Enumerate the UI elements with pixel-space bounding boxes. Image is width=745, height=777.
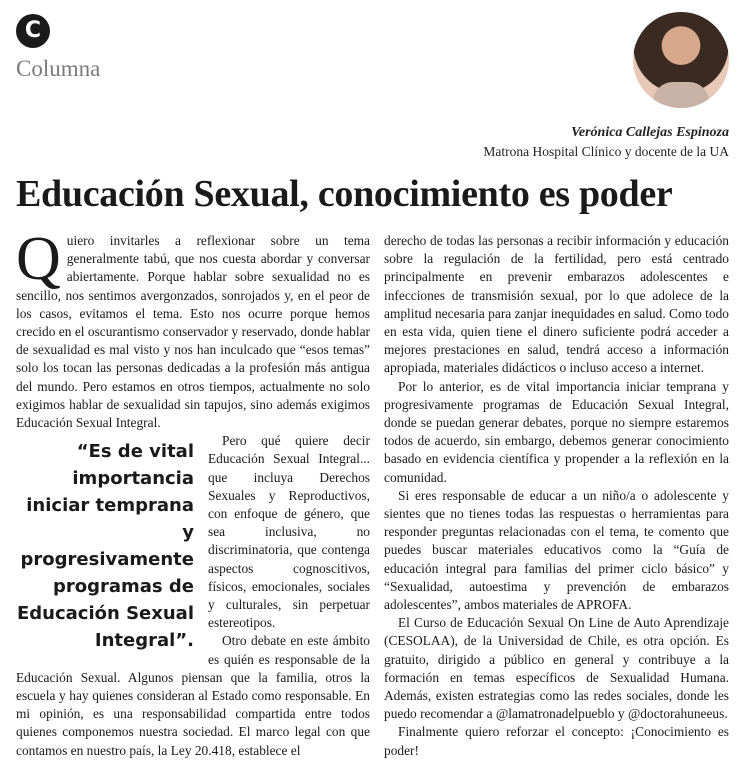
paragraph-3-continued: derecho de todas las personas a recibir información y educación sobre la regulación de la fertilidad, pero está centrado principalmente en prevenir embarazos adolescentes e infecciones de transmisión sexual, por lo que adolece de la amplitud necesaria para zanjar inequidades en salud. Como todo en esta vida, quien tiene el dinero suficiente podrá acceder a mejores prestaciones en salud, tendrá acceso a información apropiada, materiales didácticos o incluso acceso a internet. — [384, 233, 729, 376]
paragraph-5: Si eres responsable de educar a un niño/a o adolescente y sientes que no tienes todas las respuestas o herramientas para responder preguntas relacionadas con el tema, te comento que puedes buscar materiales educativos como la “Guía de educación integral para familias del primer ciclo básico” y “Sexualidad, autoestima y prevención de embarazos adolescentes”, ambos materiales de APROFA. — [384, 487, 729, 613]
paragraph-6: El Curso de Educación Sexual On Line de Auto Aprendizaje (CESOLAA), de la Universidad de Chile, es otra opción. Es gratuito, dirigido a público en general y contribuye a la formación en temas específicos de Sexualidad Humana. Además, existen estrategias como las redes sociales, donde les puedo recomendar a @lamatronadelpueblo y @doctorahuneeus. — [384, 615, 729, 722]
paragraph-1-text: uiero invitarles a reflexionar sobre un tema generalmente tabú, que nos cuesta abordar y conversar abiertamente. Porque hablar sobre sexualidad no es sencillo, nos sentimos avergonzados, sonrojados y, en el peor de los casos, evitamos el tema. Esto nos ocurre porque hemos crecido en el oscurantismo conservador y reservado, donde hablar de sexualidad es mal visto y nos han inculcado que “esos temas” solo los tocan las personas dedicadas a la profesión más antigua del mundo. Pero estamos en otros tiempos, actualmente no solo exigimos hablar de sexualidad sin tapujos, sino además exigimos Educación Sexual Integral. — [16, 233, 370, 431]
byline — [483, 124, 729, 162]
author-name: Verónica Callejas Espinoza — [571, 125, 729, 140]
author-role: Matrona Hospital Clínico y docente de la UA — [483, 144, 729, 159]
paragraph-1 — [16, 225, 370, 432]
body-column-2 — [384, 232, 729, 760]
body-column-1 — [16, 225, 370, 760]
author-photo-shirt — [653, 82, 709, 108]
author-photo — [633, 12, 729, 108]
paragraph-2: Pero qué quiere decir Educación Sexual Integral... que incluya Derechos Sexuales y Reproductivos, con enfoque de género, que sea inclusiva, no discriminatoria, que contenga aspectos cognoscitivos, físicos, emocionales, sociales y culturales, sin perpetuar estereotipos. — [208, 433, 370, 631]
column-badge: C — [16, 14, 50, 48]
pull-quote: “Es de vital importancia iniciar temprana y progresivamente programas de Educación Sexual Integral”. — [16, 441, 194, 652]
paragraph-4: Por lo anterior, es de vital importancia iniciar temprana y progresivamente programas de Educación Sexual Integral, donde se puedan generar debates, porque no siempre estaremos todos de acuerdo, sin embargo, debemos generar conocimiento basado en evidencia científica y propender a la reflexión en la comunidad. — [384, 378, 729, 485]
drop-cap: Q — [16, 225, 61, 293]
paragraph-3: Otro debate en este ámbito es quién es responsable de la Educación Sexual. Algunos piensan que la familia, otros la escuela y hay quienes consideran al Estado como responsable. En mi opinión, es una responsabilidad compartida entre todos quienes componemos nuestra sociedad. El marco legal con que contamos en nuestro país, la Ley 20.418, establece el — [16, 633, 370, 758]
headline: Educación Sexual, conocimiento es poder — [16, 173, 673, 215]
section-label: Columna — [16, 56, 101, 81]
paragraph-7: Finalmente quiero reforzar el concepto: ¡Conocimiento es poder! — [384, 724, 729, 758]
